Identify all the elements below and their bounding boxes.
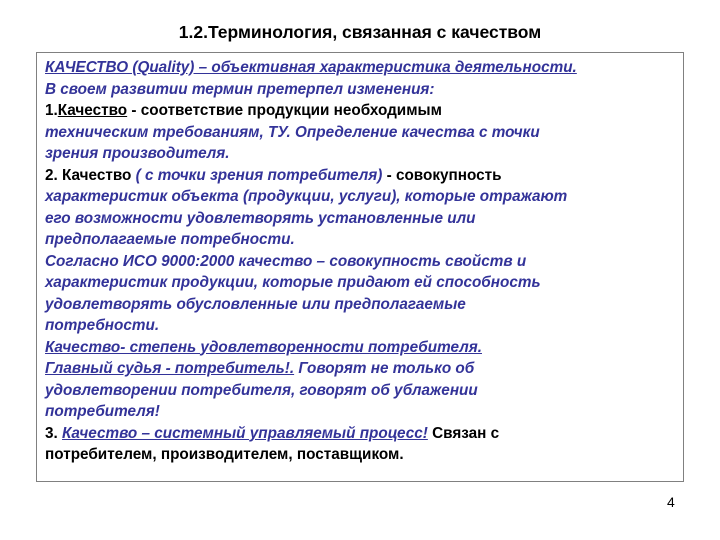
text-span: 3.	[45, 424, 63, 442]
text-span: Качество – системный управляемый процесс!	[62, 424, 428, 442]
text-line	[45, 358, 675, 380]
text-line	[45, 444, 675, 466]
definition-text	[45, 57, 675, 466]
text-line: зрения производителя.	[45, 145, 230, 162]
text-line: характеристик продукции, которые придают ей способность	[45, 274, 541, 291]
text-line	[45, 57, 675, 79]
text-span: КАЧЕСТВО (Quality) – объективная характеристика деятельности.	[45, 59, 577, 76]
text-line	[45, 100, 675, 122]
text-span: Качество- степень удовлетворенности потребителя.	[45, 338, 482, 356]
text-line: потребителя!	[45, 403, 160, 420]
page-number: 4	[667, 494, 675, 510]
slide-title: 1.2.Терминология, связанная с качеством	[178, 22, 542, 42]
text-line: удовлетворять обусловленные или предполагаемые	[45, 295, 466, 313]
text-line: его возможности удовлетворять установленные или	[45, 209, 476, 227]
text-span: - соответствие продукции необходимым	[127, 102, 442, 119]
text-span: - совокупность	[382, 166, 502, 184]
text-span: Главный судья - потребитель!.	[45, 360, 295, 377]
text-line	[45, 423, 675, 445]
text-span: потребителем, производителем, поставщиком.	[45, 446, 404, 463]
text-span: Качество	[57, 102, 128, 119]
text-span: Связан с	[427, 424, 500, 442]
text-line	[45, 337, 675, 359]
text-span: 2. Качество	[45, 166, 132, 184]
text-span: 1.	[45, 102, 58, 119]
text-line: потребности.	[45, 317, 160, 334]
text-line	[45, 165, 675, 187]
text-line: предполагаемые потребности.	[45, 231, 295, 248]
text-span: ( с точки зрения потребителя)	[131, 166, 383, 184]
text-line: техническим требованиям, ТУ. Определение качества с точки	[45, 123, 540, 141]
text-line: удовлетворении потребителя, говорят об ублажении	[45, 381, 478, 399]
text-line: Согласно ИСО 9000:2000 качество – совокупность свойств и	[45, 252, 527, 270]
text-line: характеристик объекта (продукции, услуги), которые отражают	[45, 188, 568, 205]
text-line: В своем развитии термин претерпел изменения:	[45, 80, 435, 98]
text-span: Говорят не только об	[294, 360, 475, 377]
